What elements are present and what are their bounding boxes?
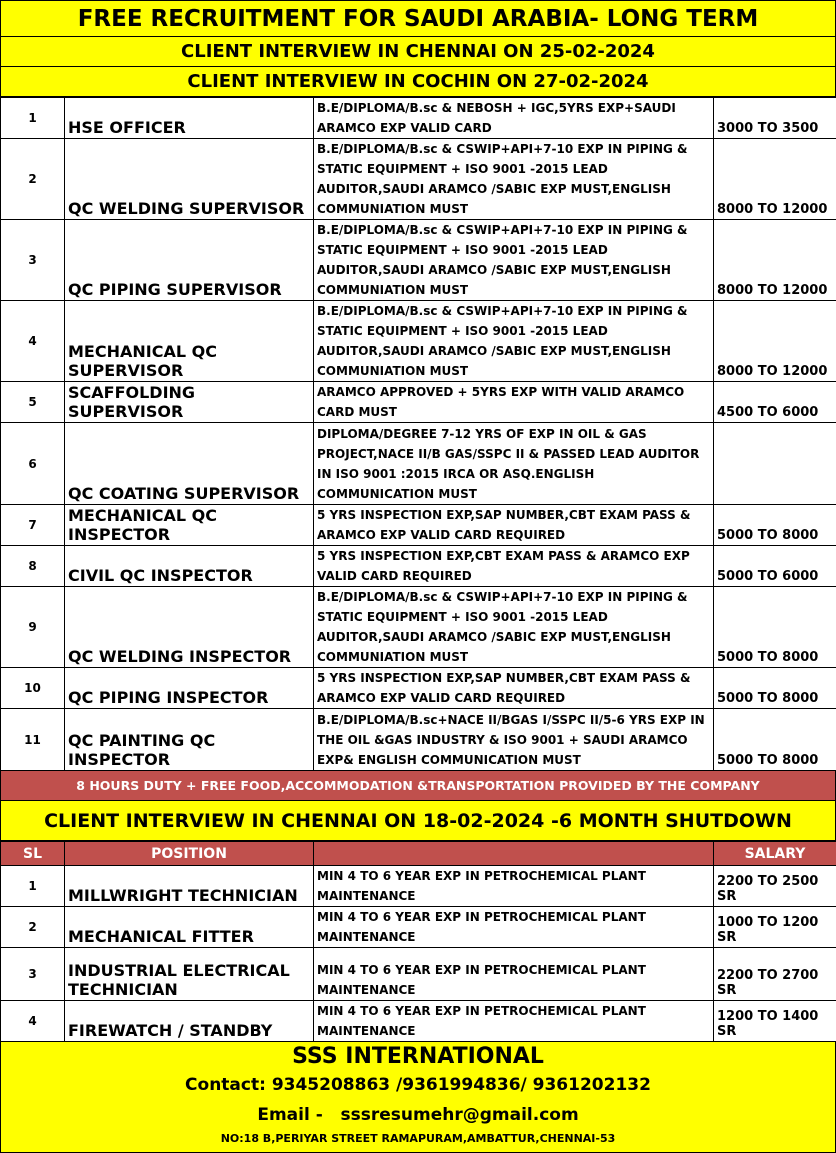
requirements-text: B.E/DIPLOMA/B.sc & CSWIP+API+7-10 EXP IN PIPING & STATIC EQUIPMENT + ISO 9001 -2015 LEAD AUDITOR,SAUDI ARAMCO /SABIC EXP MUST,ENGLISH COMMUNIATION MUST bbox=[314, 220, 714, 301]
contact-phones: Contact: 9345208863 /9361994836/ 9361202132 bbox=[1, 1071, 835, 1099]
salary-range: 1200 TO 1400 SR bbox=[714, 1001, 836, 1042]
serial-number: 4 bbox=[1, 1001, 65, 1042]
serial-number: 2 bbox=[1, 139, 65, 220]
requirements-text: 5 YRS INSPECTION EXP,SAP NUMBER,CBT EXAM PASS & ARAMCO EXP VALID CARD REQUIRED bbox=[314, 505, 714, 546]
serial-number: 10 bbox=[1, 668, 65, 709]
salary-range bbox=[714, 423, 836, 505]
salary-range: 8000 TO 12000 bbox=[714, 301, 836, 382]
long-term-job-row bbox=[1, 505, 836, 546]
contact-email: Email - sssresumehr@gmail.com bbox=[1, 1099, 835, 1131]
position-title: QC PIPING SUPERVISOR bbox=[65, 220, 314, 301]
serial-number: 6 bbox=[1, 423, 65, 505]
position-title: SCAFFOLDING SUPERVISOR bbox=[65, 382, 314, 423]
salary-range: 2200 TO 2700 SR bbox=[714, 948, 836, 1001]
long-term-job-row bbox=[1, 98, 836, 139]
shutdown-job-row bbox=[1, 948, 836, 1001]
long-term-job-row bbox=[1, 668, 836, 709]
requirements-text: 5 YRS INSPECTION EXP,SAP NUMBER,CBT EXAM PASS & ARAMCO EXP VALID CARD REQUIRED bbox=[314, 668, 714, 709]
salary-range: 8000 TO 12000 bbox=[714, 139, 836, 220]
company-address: NO:18 B,PERIYAR STREET RAMAPURAM,AMBATTUR,CHENNAI-53 bbox=[1, 1131, 835, 1147]
position-title: QC PAINTING QC INSPECTOR bbox=[65, 709, 314, 771]
serial-number: 11 bbox=[1, 709, 65, 771]
long-term-job-row bbox=[1, 423, 836, 505]
header-position: POSITION bbox=[65, 842, 314, 866]
serial-number: 9 bbox=[1, 587, 65, 668]
salary-range: 4500 TO 6000 bbox=[714, 382, 836, 423]
position-title: MILLWRIGHT TECHNICIAN bbox=[65, 866, 314, 907]
position-title: INDUSTRIAL ELECTRICAL TECHNICIAN bbox=[65, 948, 314, 1001]
salary-range: 5000 TO 6000 bbox=[714, 546, 836, 587]
serial-number: 7 bbox=[1, 505, 65, 546]
position-title: MECHANICAL QC INSPECTOR bbox=[65, 505, 314, 546]
interview-date-chennai: CLIENT INTERVIEW IN CHENNAI ON 25-02-2024 bbox=[0, 37, 836, 67]
header-sl: SL bbox=[1, 842, 65, 866]
position-title: MECHANICAL FITTER bbox=[65, 907, 314, 948]
shutdown-job-row bbox=[1, 866, 836, 907]
serial-number: 3 bbox=[1, 948, 65, 1001]
position-title: QC WELDING SUPERVISOR bbox=[65, 139, 314, 220]
salary-range: 8000 TO 12000 bbox=[714, 220, 836, 301]
serial-number: 8 bbox=[1, 546, 65, 587]
position-title: CIVIL QC INSPECTOR bbox=[65, 546, 314, 587]
serial-number: 1 bbox=[1, 866, 65, 907]
requirements-text: 5 YRS INSPECTION EXP,CBT EXAM PASS & ARAMCO EXP VALID CARD REQUIRED bbox=[314, 546, 714, 587]
shutdown-header-row bbox=[1, 842, 836, 866]
long-term-job-row bbox=[1, 139, 836, 220]
long-term-job-row bbox=[1, 587, 836, 668]
position-title: QC COATING SUPERVISOR bbox=[65, 423, 314, 505]
header-requirements bbox=[314, 842, 714, 866]
long-term-job-row bbox=[1, 546, 836, 587]
company-name: SSS INTERNATIONAL bbox=[1, 1042, 835, 1071]
serial-number: 3 bbox=[1, 220, 65, 301]
position-title: HSE OFFICER bbox=[65, 98, 314, 139]
company-footer bbox=[0, 1042, 836, 1153]
requirements-text: DIPLOMA/DEGREE 7-12 YRS OF EXP IN OIL & GAS PROJECT,NACE II/B GAS/SSPC II & PASSED LEAD AUDITOR IN ISO 9001 :2015 IRCA OR ASQ.ENGLISH COMMUNICATION MUST bbox=[314, 423, 714, 505]
long-term-jobs-table bbox=[0, 97, 836, 771]
serial-number: 2 bbox=[1, 907, 65, 948]
serial-number: 5 bbox=[1, 382, 65, 423]
shutdown-job-row bbox=[1, 1001, 836, 1042]
salary-range: 5000 TO 8000 bbox=[714, 668, 836, 709]
shutdown-job-row bbox=[1, 907, 836, 948]
requirements-text: MIN 4 TO 6 YEAR EXP IN PETROCHEMICAL PLANT MAINTENANCE bbox=[314, 1001, 714, 1042]
salary-range: 3000 TO 3500 bbox=[714, 98, 836, 139]
shutdown-jobs-table bbox=[0, 841, 836, 1042]
serial-number: 1 bbox=[1, 98, 65, 139]
position-title: MECHANICAL QC SUPERVISOR bbox=[65, 301, 314, 382]
salary-range: 5000 TO 8000 bbox=[714, 505, 836, 546]
header-salary: SALARY bbox=[714, 842, 836, 866]
requirements-text: B.E/DIPLOMA/B.sc+NACE II/BGAS I/SSPC II/5-6 YRS EXP IN THE OIL &GAS INDUSTRY & ISO 9001 + SAUDI ARAMCO EXP& ENGLISH COMMUNICATION MUST bbox=[314, 709, 714, 771]
long-term-job-row bbox=[1, 709, 836, 771]
requirements-text: MIN 4 TO 6 YEAR EXP IN PETROCHEMICAL PLANT MAINTENANCE bbox=[314, 866, 714, 907]
serial-number: 4 bbox=[1, 301, 65, 382]
requirements-text: B.E/DIPLOMA/B.sc & NEBOSH + IGC,5YRS EXP+SAUDI ARAMCO EXP VALID CARD bbox=[314, 98, 714, 139]
requirements-text: B.E/DIPLOMA/B.sc & CSWIP+API+7-10 EXP IN PIPING & STATIC EQUIPMENT + ISO 9001 -2015 LEAD AUDITOR,SAUDI ARAMCO /SABIC EXP MUST,ENGLISH COMMUNIATION MUST bbox=[314, 301, 714, 382]
requirements-text: B.E/DIPLOMA/B.sc & CSWIP+API+7-10 EXP IN PIPING & STATIC EQUIPMENT + ISO 9001 -2015 LEAD AUDITOR,SAUDI ARAMCO /SABIC EXP MUST,ENGLISH COMMUNIATION MUST bbox=[314, 587, 714, 668]
requirements-text: MIN 4 TO 6 YEAR EXP IN PETROCHEMICAL PLANT MAINTENANCE bbox=[314, 907, 714, 948]
salary-range: 5000 TO 8000 bbox=[714, 587, 836, 668]
salary-range: 5000 TO 8000 bbox=[714, 709, 836, 771]
requirements-text: ARAMCO APPROVED + 5YRS EXP WITH VALID ARAMCO CARD MUST bbox=[314, 382, 714, 423]
salary-range: 2200 TO 2500 SR bbox=[714, 866, 836, 907]
salary-range: 1000 TO 1200 SR bbox=[714, 907, 836, 948]
long-term-job-row bbox=[1, 382, 836, 423]
main-title: FREE RECRUITMENT FOR SAUDI ARABIA- LONG TERM bbox=[0, 0, 836, 37]
long-term-job-row bbox=[1, 301, 836, 382]
requirements-text: B.E/DIPLOMA/B.sc & CSWIP+API+7-10 EXP IN PIPING & STATIC EQUIPMENT + ISO 9001 -2015 LEAD AUDITOR,SAUDI ARAMCO /SABIC EXP MUST,ENGLISH COMMUNIATION MUST bbox=[314, 139, 714, 220]
interview-date-cochin: CLIENT INTERVIEW IN COCHIN ON 27-02-2024 bbox=[0, 67, 836, 97]
benefits-banner: 8 HOURS DUTY + FREE FOOD,ACCOMMODATION &TRANSPORTATION PROVIDED BY THE COMPANY bbox=[0, 771, 836, 801]
requirements-text: MIN 4 TO 6 YEAR EXP IN PETROCHEMICAL PLANT MAINTENANCE bbox=[314, 948, 714, 1001]
long-term-job-row bbox=[1, 220, 836, 301]
position-title: FIREWATCH / STANDBY bbox=[65, 1001, 314, 1042]
position-title: QC WELDING INSPECTOR bbox=[65, 587, 314, 668]
position-title: QC PIPING INSPECTOR bbox=[65, 668, 314, 709]
shutdown-title: CLIENT INTERVIEW IN CHENNAI ON 18-02-2024 -6 MONTH SHUTDOWN bbox=[0, 801, 836, 841]
